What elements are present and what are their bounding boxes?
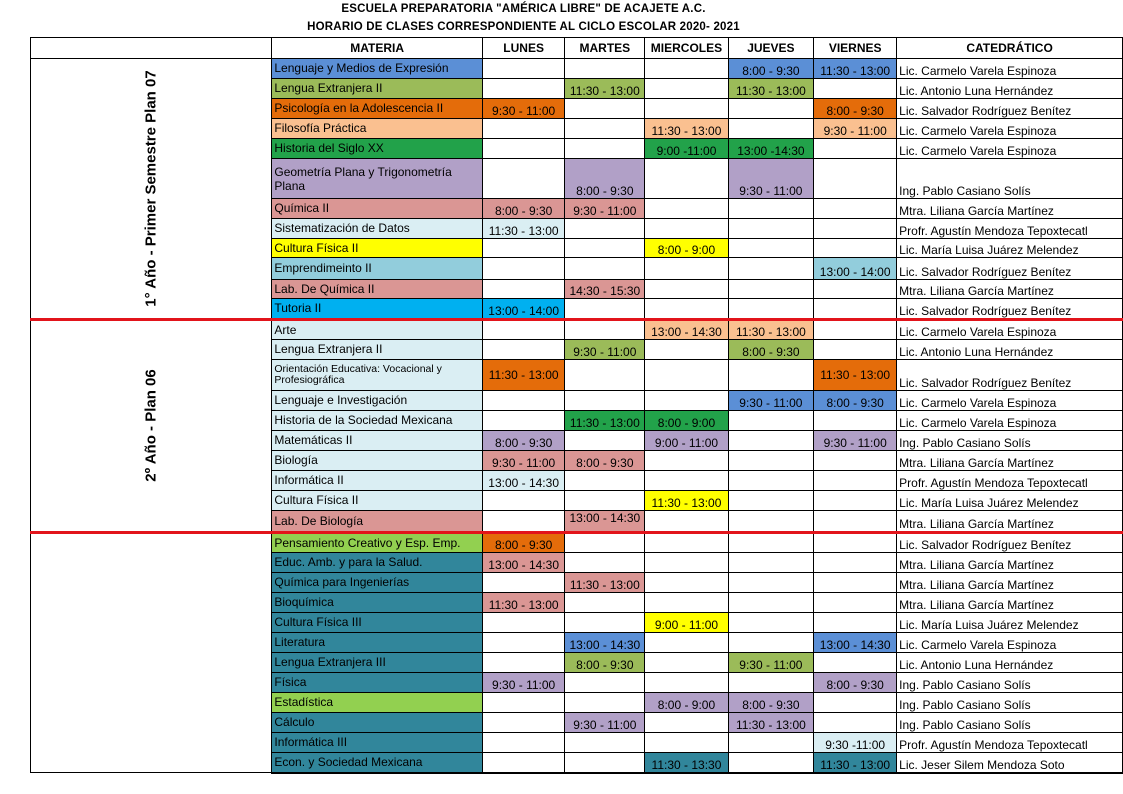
time-cell-lunes: 8:00 - 9:30 <box>482 199 564 219</box>
time-cell-martes: 9:30 - 11:00 <box>565 713 645 733</box>
time-cell-jueves <box>728 471 814 491</box>
section-label <box>31 320 272 533</box>
time-cell-martes <box>565 733 645 753</box>
time-cell-lunes <box>482 59 564 79</box>
teacher-cell: Lic. María Luisa Juárez Melendez <box>897 613 1123 633</box>
time-cell-viernes: 8:00 - 9:30 <box>814 673 897 693</box>
teacher-cell: Lic. Antonio Luna Hernández <box>897 79 1123 99</box>
time-cell-viernes <box>814 340 897 360</box>
time-cell-jueves <box>728 553 814 573</box>
time-cell-viernes <box>814 693 897 713</box>
time-cell-jueves <box>728 258 814 280</box>
time-cell-lunes <box>482 391 564 411</box>
subject-cell: Econ. y Sociedad Mexicana <box>272 753 483 773</box>
time-cell-lunes <box>482 653 564 673</box>
section-label-text: 2º Año - Plan 06 <box>142 369 160 482</box>
teacher-cell: Lic. Carmelo Varela Espinoza <box>897 59 1123 79</box>
teacher-cell: Lic. Antonio Luna Hernández <box>897 653 1123 673</box>
header-row <box>31 38 1123 59</box>
time-cell-miercoles <box>645 199 728 219</box>
teacher-cell: Lic. Carmelo Varela Espinoza <box>897 119 1123 139</box>
subject-cell: Lenguaje e Investigación <box>272 391 483 411</box>
subject-cell: Cultura Física III <box>272 613 483 633</box>
time-cell-viernes <box>814 199 897 219</box>
time-cell-miercoles: 13:00 - 14:30 <box>645 320 728 340</box>
time-cell-lunes: 11:30 - 13:00 <box>482 219 564 239</box>
schedule-row <box>31 320 1123 340</box>
time-cell-miercoles <box>645 159 728 199</box>
teacher-cell: Lic. Carmelo Varela Espinoza <box>897 411 1123 431</box>
time-cell-martes <box>565 239 645 258</box>
time-cell-miercoles: 11:30 - 13:00 <box>645 491 728 511</box>
time-cell-miercoles: 9:00 -11:00 <box>645 139 728 159</box>
time-cell-martes: 8:00 - 9:30 <box>565 159 645 199</box>
time-cell-jueves: 8:00 - 9:30 <box>728 693 814 713</box>
subject-cell: Lengua Extranjera II <box>272 340 483 360</box>
time-cell-martes: 11:30 - 13:00 <box>565 411 645 431</box>
subject-cell: Lenguaje y Medios de Expresión <box>272 59 483 79</box>
subject-cell: Geometría Plana y Trigonometría Plana <box>272 159 483 199</box>
time-cell-martes <box>565 431 645 451</box>
time-cell-jueves: 9:30 - 11:00 <box>728 391 814 411</box>
time-cell-lunes <box>482 159 564 199</box>
time-cell-viernes <box>814 159 897 199</box>
time-cell-martes <box>565 360 645 391</box>
time-cell-viernes: 11:30 - 13:00 <box>814 753 897 773</box>
time-cell-miercoles <box>645 299 728 320</box>
time-cell-lunes <box>482 733 564 753</box>
time-cell-jueves <box>728 633 814 653</box>
section-label-text: 1° Año - Primer Semestre Plan 07 <box>142 69 160 307</box>
time-cell-miercoles <box>645 633 728 653</box>
time-cell-jueves <box>728 299 814 320</box>
time-cell-miercoles <box>645 340 728 360</box>
time-cell-martes <box>565 491 645 511</box>
time-cell-lunes: 11:30 - 13:00 <box>482 360 564 391</box>
teacher-cell: Lic. Carmelo Varela Espinoza <box>897 139 1123 159</box>
time-cell-viernes <box>814 280 897 299</box>
subject-cell: Cálculo <box>272 713 483 733</box>
teacher-cell: Lic. Salvador Rodríguez Benítez <box>897 99 1123 119</box>
subject-cell: Química II <box>272 199 483 219</box>
teacher-cell: Lic. Carmelo Varela Espinoza <box>897 391 1123 411</box>
subject-cell: Tutoria II <box>272 299 483 320</box>
time-cell-martes <box>565 139 645 159</box>
subject-cell: Historia de la Sociedad Mexicana <box>272 411 483 431</box>
header-lunes: LUNES <box>482 38 564 59</box>
time-cell-viernes <box>814 593 897 613</box>
teacher-cell: Ing. Pablo Casiano Solís <box>897 713 1123 733</box>
time-cell-miercoles <box>645 99 728 119</box>
time-cell-lunes <box>482 320 564 340</box>
teacher-cell: Mtra. Liliana García Martínez <box>897 451 1123 471</box>
time-cell-martes: 11:30 - 13:00 <box>565 573 645 593</box>
time-cell-lunes <box>482 340 564 360</box>
time-cell-miercoles <box>645 673 728 693</box>
teacher-cell: Mtra. Liliana García Martínez <box>897 593 1123 613</box>
time-cell-lunes: 8:00 - 9:30 <box>482 533 564 553</box>
time-cell-lunes: 13:00 - 14:30 <box>482 553 564 573</box>
time-cell-miercoles <box>645 391 728 411</box>
time-cell-lunes <box>482 119 564 139</box>
time-cell-viernes: 9:30 -11:00 <box>814 733 897 753</box>
subject-cell: Historia del Siglo XX <box>272 139 483 159</box>
time-cell-miercoles: 9:00 - 11:00 <box>645 613 728 633</box>
subject-cell: Psicología en la Adolescencia II <box>272 99 483 119</box>
time-cell-viernes <box>814 299 897 320</box>
time-cell-jueves <box>728 673 814 693</box>
time-cell-lunes <box>482 573 564 593</box>
subject-cell: Arte <box>272 320 483 340</box>
subject-cell: Lab. De Química II <box>272 280 483 299</box>
time-cell-jueves <box>728 491 814 511</box>
header-materia: MATERIA <box>272 38 483 59</box>
teacher-cell: Lic. Salvador Rodríguez Benítez <box>897 360 1123 391</box>
time-cell-lunes <box>482 713 564 733</box>
time-cell-viernes: 11:30 - 13:00 <box>814 59 897 79</box>
subject-cell: Física <box>272 673 483 693</box>
time-cell-lunes <box>482 613 564 633</box>
time-cell-miercoles <box>645 533 728 553</box>
time-cell-lunes <box>482 633 564 653</box>
teacher-cell: Ing. Pablo Casiano Solís <box>897 159 1123 199</box>
time-cell-martes: 11:30 - 13:00 <box>565 79 645 99</box>
time-cell-viernes <box>814 553 897 573</box>
time-cell-viernes: 9:30 - 11:00 <box>814 431 897 451</box>
time-cell-miercoles <box>645 59 728 79</box>
subject-cell: Estadística <box>272 693 483 713</box>
time-cell-miercoles <box>645 79 728 99</box>
time-cell-jueves <box>728 119 814 139</box>
subject-cell: Lengua Extranjera III <box>272 653 483 673</box>
time-cell-miercoles: 11:30 - 13:30 <box>645 753 728 773</box>
teacher-cell: Lic. María Luisa Juárez Melendez <box>897 239 1123 258</box>
time-cell-jueves <box>728 199 814 219</box>
time-cell-lunes <box>482 511 564 533</box>
time-cell-miercoles: 11:30 - 13:00 <box>645 119 728 139</box>
teacher-cell: Ing. Pablo Casiano Solís <box>897 693 1123 713</box>
header-martes: MARTES <box>565 38 645 59</box>
time-cell-lunes <box>482 693 564 713</box>
time-cell-miercoles <box>645 553 728 573</box>
schedule-subtitle: HORARIO DE CLASES CORRESPONDIENTE AL CICLO ESCOLAR 2020- 2021 <box>307 21 740 33</box>
subject-cell: Pensamiento Creativo y Esp. Emp. <box>272 533 483 553</box>
header-viernes: VIERNES <box>814 38 897 59</box>
time-cell-viernes <box>814 219 897 239</box>
time-cell-jueves <box>728 533 814 553</box>
time-cell-miercoles <box>645 573 728 593</box>
time-cell-miercoles <box>645 451 728 471</box>
time-cell-viernes <box>814 411 897 431</box>
time-cell-viernes <box>814 573 897 593</box>
teacher-cell: Lic. María Luisa Juárez Melendez <box>897 491 1123 511</box>
teacher-cell: Profr. Agustín Mendoza Tepoxtecatl <box>897 733 1123 753</box>
time-cell-martes <box>565 593 645 613</box>
time-cell-miercoles <box>645 471 728 491</box>
time-cell-jueves: 13:00 -14:30 <box>728 139 814 159</box>
school-title: ESCUELA PREPARATORIA "AMÉRICA LIBRE" DE ACAJETE A.C. <box>341 3 706 15</box>
time-cell-martes: 13:00 - 14:30 <box>565 511 645 533</box>
time-cell-lunes <box>482 139 564 159</box>
subject-cell: Cultura Física II <box>272 239 483 258</box>
time-cell-miercoles <box>645 258 728 280</box>
time-cell-viernes <box>814 320 897 340</box>
time-cell-martes <box>565 693 645 713</box>
time-cell-lunes <box>482 280 564 299</box>
time-cell-miercoles <box>645 713 728 733</box>
time-cell-jueves <box>728 613 814 633</box>
teacher-cell: Lic. Salvador Rodríguez Benítez <box>897 533 1123 553</box>
time-cell-jueves <box>728 219 814 239</box>
time-cell-martes <box>565 59 645 79</box>
time-cell-martes <box>565 119 645 139</box>
time-cell-viernes: 8:00 - 9:30 <box>814 99 897 119</box>
time-cell-lunes: 9:30 - 11:00 <box>482 673 564 693</box>
time-cell-viernes <box>814 653 897 673</box>
time-cell-martes <box>565 533 645 553</box>
subject-cell: Lengua Extranjera II <box>272 79 483 99</box>
time-cell-viernes: 13:00 - 14:30 <box>814 633 897 653</box>
time-cell-miercoles <box>645 360 728 391</box>
time-cell-martes <box>565 219 645 239</box>
time-cell-lunes <box>482 79 564 99</box>
time-cell-jueves <box>728 573 814 593</box>
time-cell-miercoles: 8:00 - 9:00 <box>645 411 728 431</box>
time-cell-jueves <box>728 360 814 391</box>
subject-cell: Informática III <box>272 733 483 753</box>
time-cell-jueves: 9:30 - 11:00 <box>728 159 814 199</box>
time-cell-miercoles <box>645 733 728 753</box>
time-cell-jueves <box>728 431 814 451</box>
time-cell-lunes: 9:30 - 11:00 <box>482 451 564 471</box>
time-cell-lunes <box>482 239 564 258</box>
subject-cell: Literatura <box>272 633 483 653</box>
time-cell-martes <box>565 753 645 773</box>
time-cell-martes <box>565 553 645 573</box>
time-cell-jueves <box>728 239 814 258</box>
schedule-row <box>31 533 1123 553</box>
subject-cell: Informática II <box>272 471 483 491</box>
time-cell-viernes <box>814 139 897 159</box>
time-cell-jueves: 8:00 - 9:30 <box>728 59 814 79</box>
time-cell-viernes <box>814 451 897 471</box>
subject-cell: Química para Ingenierías <box>272 573 483 593</box>
teacher-cell: Lic. Salvador Rodríguez Benítez <box>897 299 1123 320</box>
time-cell-lunes: 13:00 - 14:00 <box>482 299 564 320</box>
time-cell-jueves <box>728 451 814 471</box>
time-cell-miercoles <box>645 593 728 613</box>
time-cell-jueves <box>728 411 814 431</box>
schedule-row <box>31 59 1123 79</box>
subject-cell: Orientación Educativa: Vocacional y Profesiográfica <box>272 360 483 391</box>
time-cell-miercoles: 8:00 - 9:00 <box>645 239 728 258</box>
time-cell-miercoles <box>645 219 728 239</box>
time-cell-martes: 14:30 - 15:30 <box>565 280 645 299</box>
time-cell-jueves <box>728 753 814 773</box>
teacher-cell: Mtra. Liliana García Martínez <box>897 573 1123 593</box>
time-cell-lunes <box>482 258 564 280</box>
time-cell-martes: 9:30 - 11:00 <box>565 340 645 360</box>
time-cell-viernes <box>814 533 897 553</box>
teacher-cell: Mtra. Liliana García Martínez <box>897 553 1123 573</box>
header-jueves: JUEVES <box>728 38 814 59</box>
time-cell-lunes: 13:00 - 14:30 <box>482 471 564 491</box>
schedule-body <box>31 59 1123 773</box>
time-cell-viernes <box>814 713 897 733</box>
subject-cell: Biología <box>272 451 483 471</box>
time-cell-lunes: 11:30 - 13:00 <box>482 593 564 613</box>
subject-cell: Sistematización de Datos <box>272 219 483 239</box>
time-cell-lunes <box>482 491 564 511</box>
time-cell-lunes <box>482 411 564 431</box>
schedule-table <box>30 37 1123 774</box>
time-cell-martes <box>565 673 645 693</box>
time-cell-martes <box>565 258 645 280</box>
subject-cell: Filosofía Práctica <box>272 119 483 139</box>
teacher-cell: Lic. Antonio Luna Hernández <box>897 340 1123 360</box>
subject-cell: Bioquímica <box>272 593 483 613</box>
time-cell-martes <box>565 391 645 411</box>
time-cell-martes: 13:00 - 14:30 <box>565 633 645 653</box>
time-cell-jueves <box>728 99 814 119</box>
time-cell-viernes: 13:00 - 14:00 <box>814 258 897 280</box>
time-cell-viernes <box>814 239 897 258</box>
time-cell-jueves <box>728 511 814 533</box>
time-cell-viernes <box>814 471 897 491</box>
teacher-cell: Lic. Jeser Silem Mendoza Soto <box>897 753 1123 773</box>
time-cell-jueves: 11:30 - 13:00 <box>728 79 814 99</box>
time-cell-viernes: 9:30 - 11:00 <box>814 119 897 139</box>
time-cell-viernes: 11:30 - 13:00 <box>814 360 897 391</box>
teacher-cell: Lic. Salvador Rodríguez Benítez <box>897 258 1123 280</box>
subject-cell: Educ. Amb. y para la Salud. <box>272 553 483 573</box>
teacher-cell: Mtra. Liliana García Martínez <box>897 511 1123 533</box>
time-cell-martes <box>565 99 645 119</box>
time-cell-jueves: 11:30 - 13:00 <box>728 713 814 733</box>
subject-cell: Lab. De Biología <box>272 511 483 533</box>
time-cell-martes: 8:00 - 9:30 <box>565 653 645 673</box>
time-cell-miercoles <box>645 280 728 299</box>
time-cell-martes <box>565 471 645 491</box>
section-label <box>31 533 272 773</box>
time-cell-lunes: 8:00 - 9:30 <box>482 431 564 451</box>
subject-cell: Matemáticas II <box>272 431 483 451</box>
teacher-cell: Profr. Agustín Mendoza Tepoxtecatl <box>897 219 1123 239</box>
teacher-cell: Lic. Carmelo Varela Espinoza <box>897 633 1123 653</box>
time-cell-martes: 8:00 - 9:30 <box>565 451 645 471</box>
time-cell-jueves: 11:30 - 13:00 <box>728 320 814 340</box>
time-cell-martes <box>565 613 645 633</box>
teacher-cell: Ing. Pablo Casiano Solís <box>897 673 1123 693</box>
header-miercoles: MIERCOLES <box>645 38 728 59</box>
teacher-cell: Mtra. Liliana García Martínez <box>897 199 1123 219</box>
section-label <box>31 59 272 320</box>
time-cell-viernes <box>814 491 897 511</box>
time-cell-viernes: 8:00 - 9:30 <box>814 391 897 411</box>
time-cell-martes: 9:30 - 11:00 <box>565 199 645 219</box>
time-cell-jueves <box>728 593 814 613</box>
subject-cell: Cultura Física II <box>272 491 483 511</box>
time-cell-miercoles <box>645 653 728 673</box>
time-cell-viernes <box>814 79 897 99</box>
time-cell-lunes: 9:30 - 11:00 <box>482 99 564 119</box>
time-cell-jueves <box>728 733 814 753</box>
teacher-cell: Lic. Carmelo Varela Espinoza <box>897 320 1123 340</box>
time-cell-viernes <box>814 613 897 633</box>
header-side <box>31 38 272 59</box>
time-cell-jueves: 9:30 - 11:00 <box>728 653 814 673</box>
time-cell-martes <box>565 320 645 340</box>
teacher-cell: Ing. Pablo Casiano Solís <box>897 431 1123 451</box>
time-cell-viernes <box>814 511 897 533</box>
time-cell-jueves <box>728 280 814 299</box>
subject-cell: Emprendimeinto II <box>272 258 483 280</box>
time-cell-jueves: 8:00 - 9:30 <box>728 340 814 360</box>
time-cell-miercoles <box>645 511 728 533</box>
teacher-cell: Mtra. Liliana García Martínez <box>897 280 1123 299</box>
time-cell-lunes <box>482 753 564 773</box>
header-catedratico: CATEDRÁTICO <box>897 38 1123 59</box>
time-cell-miercoles: 9:00 - 11:00 <box>645 431 728 451</box>
teacher-cell: Profr. Agustín Mendoza Tepoxtecatl <box>897 471 1123 491</box>
time-cell-miercoles: 8:00 - 9:00 <box>645 693 728 713</box>
time-cell-martes <box>565 299 645 320</box>
